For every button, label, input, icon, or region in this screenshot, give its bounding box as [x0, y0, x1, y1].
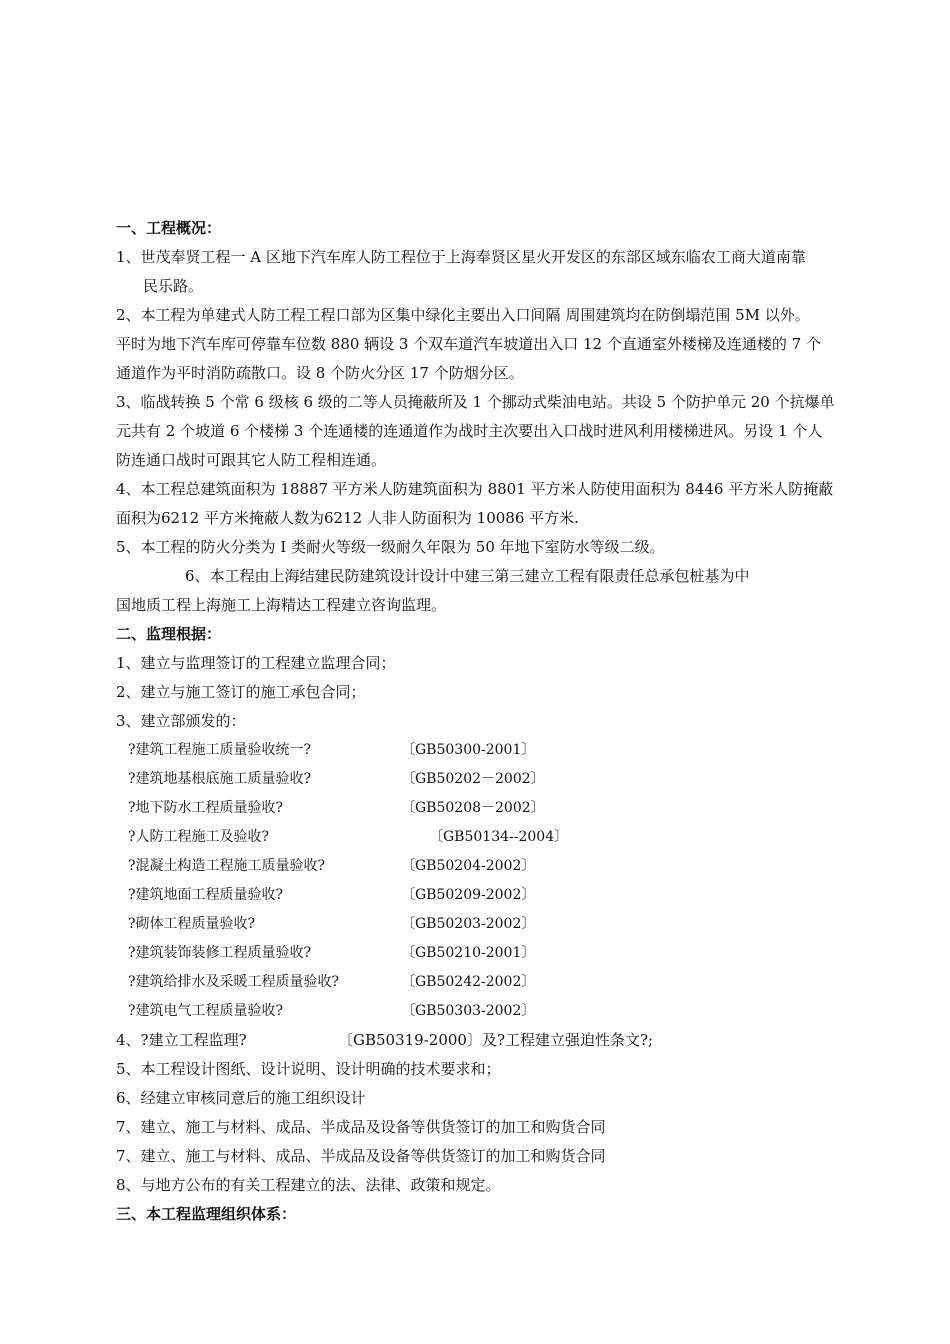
standard-name: ?建筑给排水及采暖工程质量验收?: [128, 974, 340, 990]
standard-name: ?混凝土构造工程施工质量验收?: [128, 858, 326, 874]
overview-item-3-line-2: 元共有 2 个坡道 6 个楼梯 3 个连通楼的连通道作为战时主次要出入口战时进风利用楼梯进风。另设 1 个人: [116, 422, 823, 440]
overview-item-1-line-1: 1、世茂奉贤工程一 A 区地下汽车库人防工程位于上海奉贤区星火开发区的东部区域东临农工商大道南靠: [116, 248, 806, 266]
basis-item-7b: 7、建立、施工与材料、成品、半成品及设备等供货签订的加工和购货合同: [116, 1147, 606, 1165]
section-heading-organization: 三、本工程监理组织体系：: [116, 1205, 297, 1223]
overview-item-2-line-2: 平时为地下汽车库可停靠车位数 880 辆设 3 个双车道汽车坡道出入口 12 个直通室外楼梯及连通楼的 7 个: [116, 335, 821, 353]
standard-code: 〔GB50202－2002〕: [401, 771, 545, 787]
section-heading-overview: 一、工程概况：: [116, 219, 222, 237]
standard-code: 〔GB50209-2002〕: [401, 887, 536, 903]
standard-code: 〔GB50303-2002〕: [401, 1003, 536, 1019]
overview-item-2-line-1: 2、本工程为单建式人防工程工程口部为区集中绿化主要出入口间隔 周围建筑均在防倒塌范围 5M 以外。: [116, 306, 810, 324]
standard-code: 〔GB50242-2002〕: [401, 974, 536, 990]
overview-item-6-line-2: 国地质工程上海施工上海精达工程建立咨询监理。: [116, 596, 447, 614]
overview-item-5: 5、本工程的防火分类为 I 类耐火等级一级耐久年限为 50 年地下室防水等级二级。: [116, 538, 665, 556]
standard-name: ?建筑装饰装修工程质量验收?: [128, 945, 312, 961]
basis-item-2: 2、建立与施工签订的施工承包合同；: [116, 683, 366, 701]
overview-item-4-line-1: 4、本工程总建筑面积为 18887 平方米人防建筑面积为 8801 平方米人防使用面积为 8446 平方米人防掩蔽: [116, 480, 834, 498]
basis-item-5: 5、本工程设计图纸、设计说明、设计明确的技术要求和；: [116, 1060, 501, 1078]
standard-name: ?建筑地面工程质量验收?: [128, 887, 284, 903]
basis-item-1: 1、建立与监理签订的工程建立监理合同；: [116, 654, 396, 672]
basis-item-7a: 7、建立、施工与材料、成品、半成品及设备等供货签订的加工和购货合同: [116, 1118, 606, 1136]
overview-item-4-line-2: 面积为6212 平方米掩蔽人数为6212 人非人防面积为 10086 平方米.: [116, 509, 579, 527]
standard-code: 〔GB50204-2002〕: [401, 858, 536, 874]
standard-name: ?地下防水工程质量验收?: [128, 800, 284, 816]
basis-item-3: 3、建立部颁发的：: [116, 712, 246, 730]
standard-name: ?建筑工程施工质量验收统一?: [128, 742, 312, 758]
standard-code: 〔GB50134--2004〕: [429, 829, 569, 845]
standard-name: ?砌体工程质量验收?: [128, 916, 256, 932]
overview-item-2-line-3: 通道作为平时消防疏散口。设 8 个防火分区 17 个防烟分区。: [116, 364, 524, 382]
basis-item-6: 6、经建立审核同意后的施工组织设计: [116, 1089, 366, 1107]
standard-name: ?建筑电气工程质量验收?: [128, 1003, 284, 1019]
standard-code: 〔GB50203-2002〕: [401, 916, 536, 932]
overview-item-3-line-3: 防连通口战时可跟其它人防工程相连通。: [116, 451, 387, 469]
standard-code: 〔GB50210-2001〕: [401, 945, 536, 961]
overview-item-1-line-2: 民乐路。: [143, 277, 204, 295]
basis-item-4-code: 〔GB50319-2000〕及?工程建立强迫性条文?;: [338, 1031, 654, 1049]
overview-item-6-line-1: 6、本工程由上海结建民防建筑设计设计中建三第三建立工程有限责任总承包桩基为中: [185, 567, 750, 585]
overview-item-3-line-1: 3、临战转换 5 个常 6 级核 6 级的二等人员掩蔽所及 1 个挪动式柴油电站。共设 5 个防护单元 20 个抗爆单: [116, 393, 835, 411]
standard-code: 〔GB50300-2001〕: [401, 742, 536, 758]
standard-name: ?人防工程施工及验收?: [128, 829, 270, 845]
basis-item-4-title: 4、?建立工程监理?: [116, 1031, 247, 1049]
standard-code: 〔GB50208－2002〕: [401, 800, 545, 816]
standard-name: ?建筑地基根底施工质量验收?: [128, 771, 312, 787]
section-heading-basis: 二、监理根据：: [116, 625, 222, 643]
basis-item-8: 8、与地方公布的有关工程建立的法、法律、政策和规定。: [116, 1176, 501, 1194]
